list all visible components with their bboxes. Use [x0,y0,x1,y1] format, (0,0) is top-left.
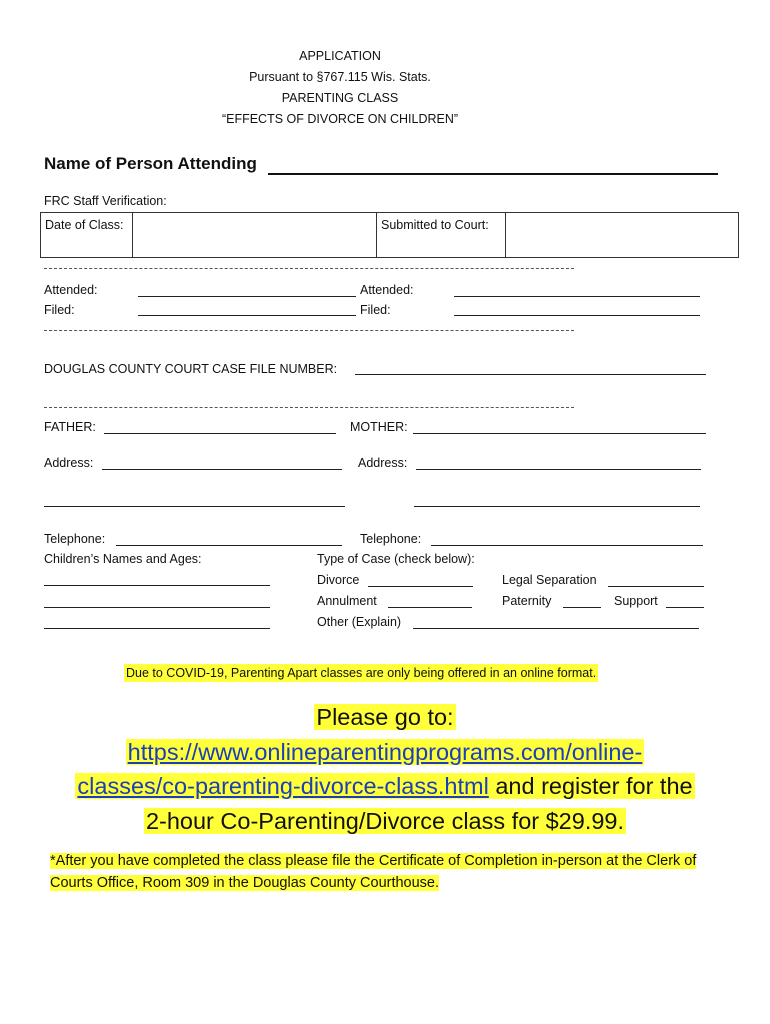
other-explain-field[interactable] [413,628,699,629]
father-address-line2[interactable] [44,506,345,507]
filed-field-left[interactable] [138,315,356,316]
mother-label: MOTHER: [350,420,408,434]
mother-telephone-field[interactable] [431,545,703,546]
father-telephone-field[interactable] [116,545,342,546]
case-number-field[interactable] [355,374,706,375]
registration-link-line [75,773,694,799]
support-check-field[interactable] [666,607,704,608]
annulment-label: Annulment [317,594,377,608]
child-field-1[interactable] [44,585,270,586]
support-label: Support [614,594,658,608]
attended-field-left[interactable] [138,296,356,297]
mother-address-label: Address: [358,456,408,470]
completion-footnote [50,850,720,894]
name-attending-field[interactable] [268,173,718,175]
divorce-label: Divorce [317,573,360,587]
father-label: FATHER: [44,420,96,434]
paternity-label: Paternity [502,594,552,608]
instruction-line-4 [0,804,770,839]
header-statute: Pursuant to §767.115 Wis. Stats. [249,70,431,84]
instruction-line-2 [0,735,770,770]
mother-field[interactable] [413,433,706,434]
instruction-line-1 [0,700,770,735]
father-address-label: Address: [44,456,94,470]
case-number-label: DOUGLAS COUNTY COURT CASE FILE NUMBER: [44,362,338,376]
divider [44,330,574,331]
register-text: and register for the [488,773,693,799]
class-price-text: 2-hour Co-Parenting/Divorce class for $29.99. [145,808,625,834]
father-field[interactable] [104,433,336,434]
registration-link-part1[interactable]: https://www.onlineparentingprograms.com/online- [127,739,643,765]
header-class-title: “EFFECTS OF DIVORCE ON CHILDREN” [221,112,459,126]
footnote-text: *After you have completed the class please file the Certificate of Completion in-person at the Clerk of Courts Office, Room 309 in the Douglas County Courthouse. [50,853,697,891]
registration-link-part2[interactable]: classes/co-parenting-divorce-class.html [77,773,489,799]
legal-separation-label: Legal Separation [502,573,597,587]
covid-notice: Due to COVID-19, Parenting Apart classes are only being offered in an online format. [126,666,597,680]
father-address-field[interactable] [102,469,342,470]
filed-label-right: Filed: [360,303,391,317]
date-of-class-field[interactable] [133,213,377,258]
filed-label-left: Filed: [44,303,75,317]
attended-label-right: Attended: [360,283,414,297]
attended-label-left: Attended: [44,283,98,297]
annulment-check-field[interactable] [388,607,472,608]
divorce-check-field[interactable] [368,586,473,587]
mother-address-field[interactable] [416,469,701,470]
please-go-to-text: Please go to: [316,704,454,730]
case-type-title: Type of Case (check below): [317,552,475,566]
other-explain-label: Other (Explain) [317,615,402,629]
attended-field-right[interactable] [454,296,700,297]
children-label: Children’s Names and Ages: [44,552,202,566]
submitted-to-court-field[interactable] [506,213,739,258]
submitted-to-court-label: Submitted to Court: [377,213,506,258]
mother-telephone-label: Telephone: [360,532,422,546]
header-application: APPLICATION [299,49,381,63]
father-telephone-label: Telephone: [44,532,106,546]
child-field-3[interactable] [44,628,270,629]
header-parenting-class: PARENTING CLASS [281,91,399,105]
divider [44,407,574,408]
staff-verification-table [40,212,739,258]
paternity-check-field[interactable] [563,607,601,608]
child-field-2[interactable] [44,607,270,608]
form-header [0,46,680,130]
instruction-line-3 [0,769,770,804]
name-attending-label: Name of Person Attending [44,154,257,173]
date-of-class-label: Date of Class: [41,213,133,258]
legal-separation-check-field[interactable] [608,586,704,587]
staff-verification-label: FRC Staff Verification: [44,194,167,208]
divider [44,268,574,269]
filed-field-right[interactable] [454,315,700,316]
mother-address-line2[interactable] [414,506,700,507]
